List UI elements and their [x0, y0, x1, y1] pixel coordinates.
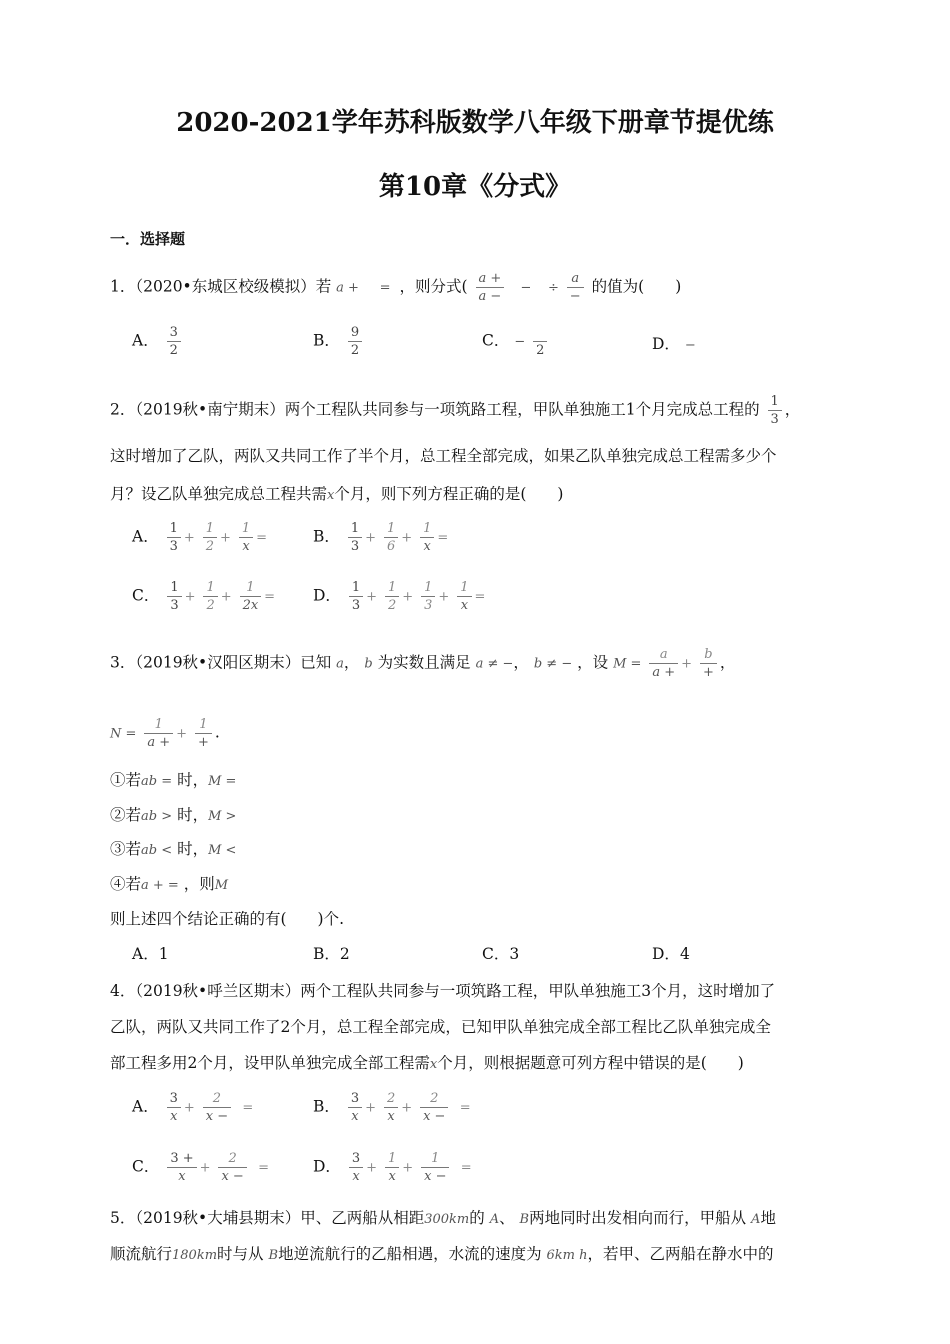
q4-option-c[interactable]: C． $\frac{3 +}{x}$ + $\frac{2}{x -}$ =	[132, 1151, 269, 1184]
q3-m-def: M =	[613, 656, 642, 672]
question-5-line-1	[110, 1206, 776, 1228]
q5-speed: 6km h	[546, 1248, 588, 1263]
q1-option-b-fraction	[348, 324, 362, 359]
q3-item-2-tail: 时，	[177, 806, 209, 824]
q3-item-3-res: M <	[208, 843, 237, 858]
q3-var-a: a	[336, 656, 344, 672]
q4-option-a-label: A．	[132, 1097, 159, 1116]
q3-item-3-tail: 时，	[177, 840, 209, 858]
q3-item-4-tail: ，则	[183, 875, 215, 893]
q2-option-d[interactable]: D． $\frac{1}{3}$ + $\frac{1}{2}$ + $\frac{1}{3}$ + $\frac{1}{x}$ =	[313, 580, 486, 613]
q1-option-c-label: C．	[482, 331, 510, 350]
question-4-line-2: 乙队，两队又共同工作了2个月，总工程全部完成，已知甲队单独完成全部工程比乙队单独完成全	[110, 1018, 771, 1036]
q4-option-d[interactable]: D． $\frac{3}{x}$ + $\frac{1}{x}$ + $\frac{1}{x -}$ =	[313, 1151, 472, 1184]
q5-line-1c: 、	[499, 1209, 515, 1227]
q5-line-2a: 顺流航行	[110, 1245, 173, 1263]
q5-line-2d: ，若甲、乙两船在静水中的	[587, 1245, 774, 1263]
q1-fraction-1: $\frac{a +}{a -}$	[476, 270, 505, 305]
q2-var-x: x	[327, 488, 335, 503]
q1-option-a-fraction	[167, 324, 181, 359]
question-1-stem	[110, 270, 681, 305]
q3-item-3	[110, 837, 236, 859]
q3-a-label: A．	[132, 945, 159, 963]
q5-line-1a: 5．（2019秋•大埔县期末）甲、乙两船从相距	[110, 1209, 425, 1227]
q1-operator: − ÷	[512, 280, 559, 296]
q3-d-label: D．	[652, 945, 680, 963]
q1-a-num: 3	[167, 324, 181, 342]
q2-option-b-label: B．	[313, 527, 340, 546]
q1-c-den: 2	[536, 343, 545, 358]
q2-option-c[interactable]: C． $\frac{1}{3}$ + $\frac{1}{2}$ + $\frac{1}{2x}$ =	[132, 580, 276, 613]
q3-n-def: N =	[110, 726, 137, 742]
q3-b-label: B．	[313, 945, 340, 963]
q1-b-num: 9	[348, 324, 362, 342]
q3-line-2-end: .	[214, 723, 220, 742]
q3-cond-b: b ≠ −	[533, 656, 573, 672]
q3-item-3-cond: ab <	[141, 843, 173, 858]
q3-option-b[interactable]	[313, 942, 350, 964]
q1-option-b-label: B．	[313, 331, 340, 350]
q1-a-den: 2	[169, 343, 178, 358]
question-2-line-2: 这时增加了乙队，两队又共同工作了半个月，总工程全部完成，如果乙队单独完成总工程需多少个	[110, 447, 777, 465]
q2-line-3a: 月？设乙队单独完成总工程共需	[110, 485, 328, 503]
q2-fraction	[768, 393, 782, 428]
q5-line-2b: 时与从	[217, 1245, 264, 1263]
q4-line-3b: 个月，则根据题意可列方程中错误的是( )	[437, 1054, 744, 1072]
q2-option-a[interactable]: A． $\frac{1}{3}$ + $\frac{1}{2}$ + $\frac{1}{x}$ =	[132, 521, 268, 554]
q3-item-4	[110, 872, 228, 894]
q5-point-b-2: B	[268, 1248, 279, 1263]
q3-item-2-cond: ab >	[141, 809, 173, 824]
q1-stem-part-a: 1．（2020•东城区校级模拟）若	[110, 277, 332, 296]
q1-b-den: 2	[350, 343, 360, 358]
q1-stem-part-c: 的值为( )	[591, 277, 682, 296]
q1-option-d-label: D．	[652, 335, 680, 353]
q3-item-4-res: M	[214, 878, 229, 893]
q3-line-1b: 为实数且满足	[377, 653, 471, 672]
q3-b-value: 2	[339, 945, 350, 963]
question-2-line-1: 2．（2019秋•南宁期末）两个工程队共同参与一项筑路工程，甲队单独施工1个月完成总工程的 $\frac{1}{3}$ ，	[110, 394, 801, 427]
question-3-line-1: 3．（2019秋•汉阳区期末）已知 a， b 为实数且满足 a ≠ −， b ≠ − ，设 M = $\frac{a}{a +}$ + $\frac{b}{+}$ ，	[110, 647, 736, 680]
q3-c-label: C．	[482, 945, 510, 963]
q1-option-c-sign: −	[514, 334, 526, 350]
q5-line-2c: 地逆流航行的乙船相遇，水流的速度为	[278, 1245, 542, 1263]
q3-item-1-cond: ab =	[141, 774, 173, 789]
question-2-line-3	[110, 482, 563, 504]
q4-option-b-label: B．	[313, 1097, 340, 1116]
q3-c-value: 3	[509, 945, 520, 963]
q3-a-value: 1	[158, 945, 169, 963]
q3-var-b: b	[364, 656, 373, 672]
q2-option-b[interactable]: B． $\frac{1}{3}$ + $\frac{1}{6}$ + $\frac{1}{x}$ =	[313, 521, 449, 554]
section-heading: 一．选择题	[110, 230, 186, 248]
q1-option-d[interactable]	[652, 332, 696, 354]
q4-option-c-label: C．	[132, 1157, 160, 1176]
q3-option-c[interactable]	[482, 942, 519, 964]
q3-item-3-label: ③若	[110, 840, 142, 858]
q3-item-1-tail: 时，	[177, 771, 209, 789]
q2-line-3b: 个月，则下列方程正确的是( )	[334, 485, 564, 503]
q3-item-1-res: M =	[208, 774, 237, 789]
q3-item-4-label: ④若	[110, 875, 142, 893]
q3-option-a[interactable]	[132, 942, 169, 964]
q3-question: 则上述四个结论正确的有( )个.	[110, 910, 345, 928]
q5-line-1e: 地	[760, 1209, 776, 1227]
q1-option-b[interactable]	[313, 324, 365, 359]
q2-frac-den: 3	[770, 412, 779, 427]
q1-stem-part-b: ，则分式(	[399, 277, 468, 296]
q4-option-b[interactable]: B． $\frac{3}{x}$ + $\frac{2}{x}$ + $\frac{2}{x -}$ =	[313, 1091, 471, 1124]
q1-condition-expr: a + =	[336, 280, 395, 296]
q3-d-value: 4	[679, 945, 690, 963]
q3-line-1a: 3．（2019秋•汉阳区期末）已知	[110, 653, 332, 672]
q5-line-1d: 两地同时出发相向而行，甲船从	[529, 1209, 747, 1227]
q1-option-a-label: A．	[132, 331, 159, 350]
q3-item-2-res: M >	[208, 809, 237, 824]
q1-option-a[interactable]	[132, 324, 184, 359]
q3-item-4-cond: a + =	[141, 878, 179, 893]
q1-fraction-2: $\frac{a}{-}$	[567, 270, 584, 305]
q4-line-3a: 部工程多用2个月，设甲队单独完成全部工程需	[110, 1054, 430, 1072]
q1-option-d-sign: −	[684, 338, 696, 353]
q5-distance: 300km	[424, 1212, 470, 1227]
q3-line-1c: ，设	[577, 653, 609, 672]
q5-line-1b: 的	[469, 1209, 485, 1227]
q3-item-1	[110, 768, 236, 790]
q3-option-d[interactable]	[652, 942, 690, 964]
q2-option-d-label: D．	[313, 586, 341, 605]
chapter-title: 第10章《分式》	[378, 172, 572, 202]
q3-item-2-label: ②若	[110, 806, 142, 824]
question-5-line-2	[110, 1242, 774, 1264]
q2-option-a-label: A．	[132, 527, 159, 546]
q1-option-c[interactable]	[482, 324, 550, 359]
q4-option-a[interactable]: A． $\frac{3}{x}$ + $\frac{2}{x -}$ =	[132, 1091, 254, 1124]
q5-point-a: A	[489, 1212, 500, 1227]
question-3-line-2: N = $\frac{1}{a +}$ + $\frac{1}{+}$ .	[110, 717, 220, 750]
q3-item-1-label: ①若	[110, 771, 142, 789]
q2-line-1-text: 2．（2019秋•南宁期末）两个工程队共同参与一项筑路工程，甲队单独施工1个月完成总工程的	[110, 400, 760, 419]
q3-cond-a: a ≠ −	[475, 656, 514, 672]
question-4-line-1: 4．（2019秋•呼兰区期末）两个工程队共同参与一项筑路工程，甲队单独施工3个月，这时增加了	[110, 982, 776, 1000]
q4-var-x: x	[429, 1057, 438, 1072]
question-4-line-3	[110, 1051, 744, 1073]
q5-point-a-2: A	[751, 1212, 761, 1227]
q5-distance-2: 180km	[172, 1248, 218, 1263]
q5-point-b: B	[519, 1212, 530, 1227]
q2-option-c-label: C．	[132, 586, 160, 605]
q1-option-c-fraction	[533, 324, 547, 359]
q4-option-d-label: D．	[313, 1157, 341, 1176]
q3-item-2	[110, 803, 236, 825]
document-title: 2020-2021学年苏科版数学八年级下册章节提优练	[176, 108, 774, 138]
q2-frac-num: 1	[768, 393, 782, 411]
